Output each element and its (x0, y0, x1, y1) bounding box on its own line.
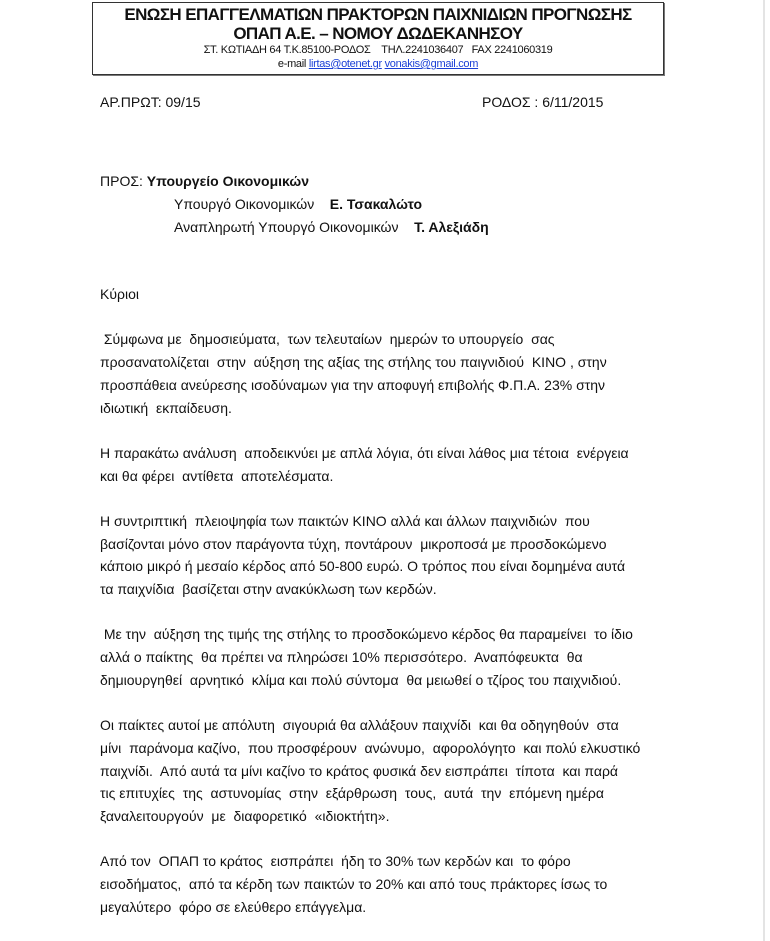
letterhead-title-line1: ΕΝΩΣΗ ΕΠΑΓΓΕΛΜΑΤΙΩΝ ΠΡΑΚΤΟΡΩΝ ΠΑΙΧΝΙΔΙΩΝ ΠΡΟΓΝΩΣΗΣ (124, 5, 632, 24)
text-line: παιχνίδι. Από αυτά τα μίνι καζίνο το κράτος φυσικά δεν εισπράπει τίποτα και παρά (100, 762, 619, 779)
recipient-line-2 (100, 193, 489, 216)
text-line: ξαναλειτουργούν με διαφορετικό «ιδιοκτήτη». (100, 808, 390, 825)
text-line: Σύμφωνα με δημοσιεύματα, των τελευταίων ημερών το υπουργείο σας (100, 331, 555, 348)
letter-body (100, 283, 680, 941)
paragraph-2 (100, 442, 680, 487)
text-line: μίνι παράνομα καζίνο, που προσφέρουν ανώνυμο, αφορολόγητο και πολύ ελκυστικό (100, 739, 641, 756)
text-line: προσανατολίζεται στην αύξηση της αξίας της στήλης του παιγνιδιού ΚΙΝΟ , στην (100, 354, 607, 371)
paragraph-6 (100, 850, 680, 918)
email-label: e-mail (277, 58, 307, 70)
text-line: Οι παίκτες αυτοί με απόλυτη σιγουριά θα αλλάξουν παιχνίδι και θα οδηγηθούν στα (100, 717, 619, 734)
page-edge (763, 0, 765, 941)
recipient-role: Αναπληρωτή Υπουργό Οικονομικών (174, 219, 399, 235)
recipient-line-3 (100, 216, 489, 239)
email-link-vonakis[interactable]: vonakis@gmail.com (384, 58, 479, 70)
place-date: ΡΟΔΟΣ : 6/11/2015 (482, 94, 604, 110)
letterhead-fax: FAX 2241060319 (471, 44, 553, 56)
letterhead-box (92, 2, 664, 75)
letterhead-email-line (93, 57, 663, 71)
to-organization: Υπουργείο Οικονομικών (146, 173, 309, 189)
text-line: βασίζονται μόνο στον παράγοντα τύχη, ποντάρουν μικροποσά με προσδοκώμενο (100, 535, 607, 552)
text-line: εισοδήματος, από τα κέρδη των παικτών το 20% και από τους πράκτορες ίσως το (100, 876, 608, 893)
paragraph-4 (100, 623, 680, 691)
text-line: προσπάθεια ανεύρεσης ισοδύναμων για την αποφυγή επιβολής Φ.Π.Α. 23% στην (100, 376, 606, 393)
text-line: αλλά ο παίκτης θα πρέπει να πληρώσει 10% περισσότερο. Αναπόφευκτα θα (100, 649, 583, 666)
recipient-name: Τ. Αλεξιάδη (414, 219, 489, 235)
letterhead-title-line2: ΟΠΑΠ Α.Ε. – ΝΟΜΟΥ ΔΩΔΕΚΑΝΗΣΟΥ (233, 24, 523, 43)
letterhead-phone: ΤΗΛ.2241036407 (381, 44, 464, 56)
letterhead-address: ΣΤ. ΚΩΤΙΑΔΗ 64 Τ.Κ.85100-ΡΟΔΟΣ (203, 44, 371, 56)
reference-line (100, 94, 640, 110)
to-label: ΠΡΟΣ: (100, 173, 143, 189)
text-line: ιδιωτική εκπαίδευση. (100, 399, 232, 416)
text-line: Από τον ΟΠΑΠ το κράτος εισπράπει ήδη το 30% των κερδών και το φόρο (100, 853, 571, 870)
paragraph-3 (100, 510, 680, 601)
text-line: και θα φέρει αντίθετα αποτελέσματα. (100, 467, 334, 484)
text-line: τις επιτυχίες της αστυνομίας στην εξάρθρωση τους, αυτά την επόμενη ημέρα (100, 785, 604, 802)
paragraph-5 (100, 714, 680, 828)
text-line: Η παρακάτω ανάλυση αποδεικνύει με απλά λόγια, ότι είναι λάθος μια τέτοια ενέργεια (100, 444, 629, 461)
text-line: Η συντριπτική πλειοψηφία των παικτών ΚΙΝΟ αλλά και άλλων παιχνιδιών που (100, 512, 590, 529)
recipient-name: Ε. Τσακαλώτο (329, 196, 423, 212)
salutation: Κύριοι (100, 286, 139, 302)
recipient-role: Υπουργό Οικονομικών (174, 196, 315, 212)
text-line: κάποιο μικρό ή μεσαίο κέρδος από 50-800 ευρώ. Ο τρόπος που είναι δομημένα αυτά (100, 558, 626, 575)
text-line: τα παιχνίδια βασίζεται στην ανακύκλωση των κερδών. (100, 581, 437, 598)
text-line: μεγαλύτερο φόρο σε ελεύθερο επάγγελμα. (100, 898, 367, 915)
paragraph-1 (100, 328, 680, 419)
text-line: δημιουργηθεί αρνητικό κλίμα και πολύ σύντομα θα μειωθεί ο τζίρος του παιχνιδιού. (100, 671, 622, 688)
recipient-line-1 (100, 170, 489, 193)
recipient-block (100, 170, 489, 239)
letterhead-contact (93, 44, 663, 57)
protocol-number: ΑΡ.ΠΡΩΤ: 09/15 (100, 94, 201, 110)
text-line: Με την αύξηση της τιμής της στήλης το προσδοκώμενο κέρδος θα παραμείνει το ίδιο (100, 626, 633, 643)
email-link-lirtas[interactable]: lirtas@otenet.gr (308, 58, 382, 70)
